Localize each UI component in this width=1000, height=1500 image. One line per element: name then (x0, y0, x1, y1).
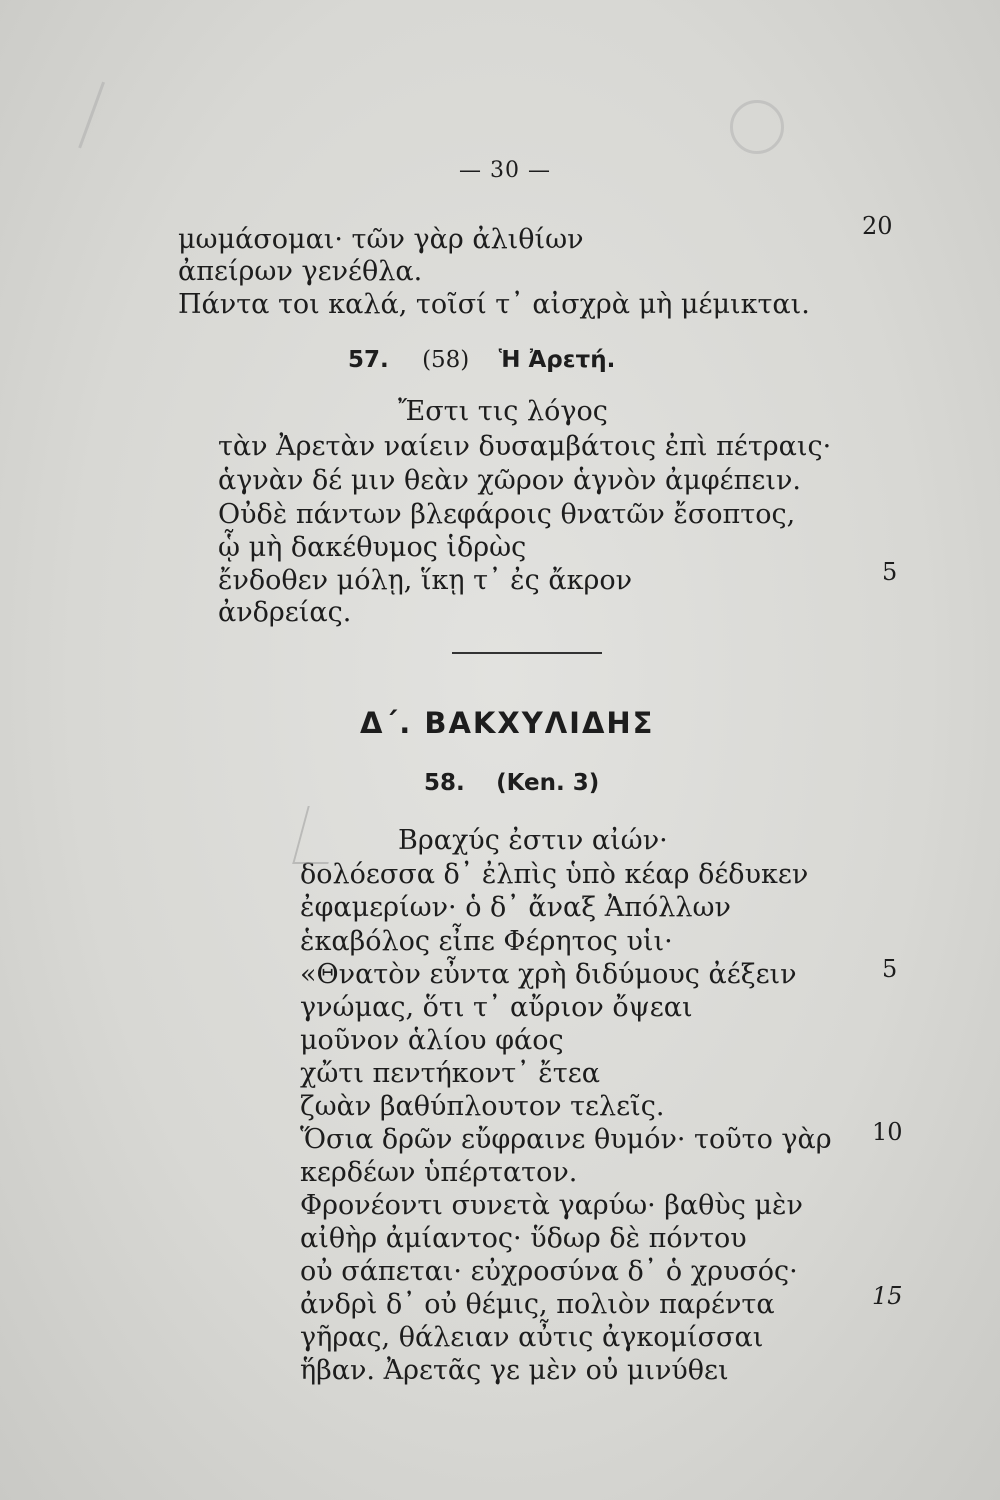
page-number: — 30 — (459, 158, 551, 183)
verse-line: ἔνδοθεν μόλῃ, ἵκῃ τ᾽ ἐς ἄκρον (218, 565, 632, 596)
poem-heading (348, 347, 615, 373)
verse-line: χὤτι πεντήκοντ᾽ ἔτεα (300, 1058, 600, 1089)
verse-line: ᾧ μὴ δακέθυμος ἱδρὼς (218, 532, 527, 563)
verse-line: δολόεσσα δ᾽ ἐλπὶς ὑπὸ κέαρ δέδυκεν (300, 859, 809, 890)
poem-number: 58. (424, 770, 465, 796)
verse-line: Βραχύς ἐστιν αἰών· (398, 825, 668, 856)
section-divider (452, 652, 602, 654)
poem-reference: (Ken. 3) (496, 770, 600, 796)
line-number: 5 (882, 558, 898, 586)
verse-line: τὰν Ἀρετὰν ναίειν δυσαμβάτοις ἐπὶ πέτραις· (218, 431, 832, 462)
verse-line: ἀπείρων γενέθλα. (178, 256, 423, 287)
verse-line: Ἔστι τις λόγος (398, 396, 608, 427)
verse-line: Οὐδὲ πάντων βλεφάροις θνατῶν ἔσοπτος, (218, 499, 796, 530)
verse-line: ἀνδρὶ δ᾽ οὐ θέμις, πολιὸν παρέντα (300, 1289, 775, 1320)
verse-line: γνώμας, ὅτι τ᾽ αὔριον ὄψεαι (300, 992, 693, 1023)
verse-line: ἥβαν. Ἀρετᾶς γε μὲν οὐ μινύθει (300, 1355, 729, 1386)
verse-line: ἑκαβόλος εἶπε Φέρητος υἱι· (300, 926, 673, 957)
pencil-mark-top-left (78, 82, 171, 173)
verse-line: ζωὰν βαθύπλουτον τελεῖς. (300, 1091, 665, 1122)
section-title: Δ΄. ΒΑΚΧΥΛΙΔΗΣ (360, 706, 655, 740)
poem-reference: (58) (422, 347, 470, 373)
line-number: 15 (872, 1282, 903, 1310)
pencil-mark-top-right (730, 100, 784, 154)
line-number: 10 (872, 1118, 903, 1146)
verse-line: Ὅσια δρῶν εὔφραινε θυμόν· τοῦτο γὰρ (300, 1124, 832, 1155)
line-number: 5 (882, 955, 898, 983)
poem-number: 57. (348, 347, 389, 373)
verse-line: Φρονέοντι συνετὰ γαρύω· βαθὺς μὲν (300, 1190, 803, 1221)
verse-line: μωμάσομαι· τῶν γὰρ ἀλιθίων (178, 224, 584, 255)
verse-line: Πάντα τοι καλά, τοῖσί τ᾽ αἰσχρὰ μὴ μέμικται. (178, 289, 810, 320)
verse-line: ἁγνὰν δέ μιν θεὰν χῶρον ἁγνὸν ἀμφέπειν. (218, 465, 801, 496)
verse-line: γῆρας, θάλειαν αὖτις ἀγκομίσσαι (300, 1322, 764, 1353)
verse-line: ἀνδρείας. (218, 597, 352, 628)
poem-heading (424, 770, 599, 796)
verse-line: οὐ σάπεται· εὐχροσύνα δ᾽ ὁ χρυσός· (300, 1256, 798, 1287)
verse-line: «Θνατὸν εὖντα χρὴ διδύμους ἀέξειν (300, 959, 797, 990)
verse-line: κερδέων ὑπέρτατον. (300, 1157, 578, 1188)
poem-title: Ἡ Ἀρετή. (498, 347, 616, 373)
verse-line: αἰθὴρ ἀμίαντος· ὕδωρ δὲ πόντου (300, 1223, 747, 1254)
line-number: 20 (862, 212, 893, 240)
verse-line: ἐφαμερίων· ὁ δ᾽ ἄναξ Ἀπόλλων (300, 892, 731, 923)
pencil-mark-margin (292, 806, 344, 864)
verse-line: μοῦνον ἁλίου φάος (300, 1025, 564, 1056)
